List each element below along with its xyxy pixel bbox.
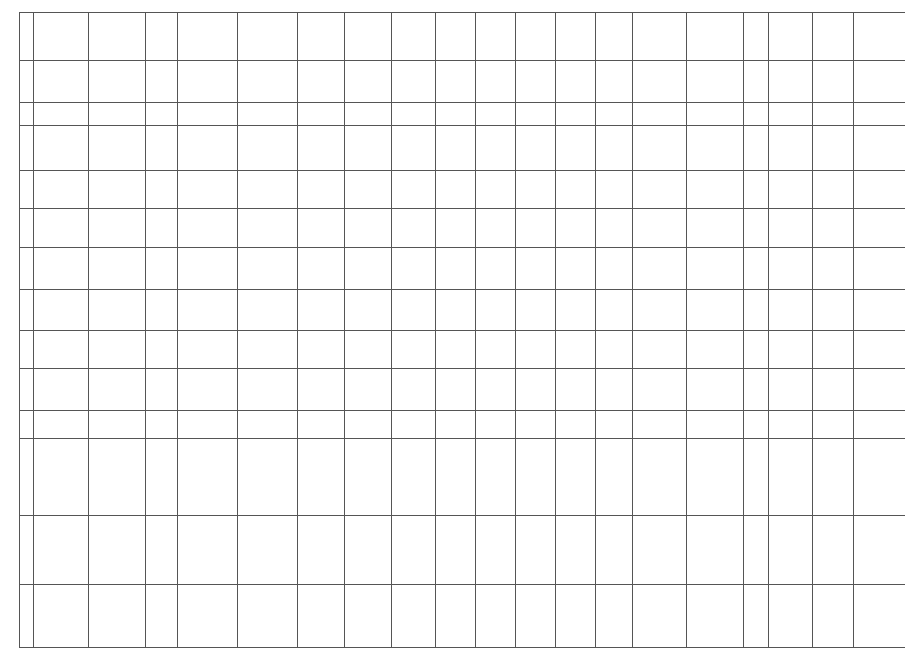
table-cell [298, 411, 345, 439]
table-cell [516, 209, 556, 248]
table-cell [633, 331, 687, 369]
table-cell [744, 103, 769, 126]
table-cell [813, 209, 854, 248]
table-row [20, 516, 905, 585]
table-cell [687, 13, 744, 61]
table-cell [813, 369, 854, 411]
data-table [19, 12, 905, 648]
table-cell [146, 13, 178, 61]
table-cell [238, 331, 298, 369]
table-row [20, 439, 905, 516]
table-cell [516, 290, 556, 331]
table-cell [516, 61, 556, 103]
table-cell [392, 411, 436, 439]
table-cell [178, 290, 238, 331]
table-cell [769, 331, 813, 369]
table-cell [516, 331, 556, 369]
table-cell [298, 331, 345, 369]
table-cell [298, 209, 345, 248]
table-cell [20, 331, 34, 369]
table-cell [687, 61, 744, 103]
table-cell [20, 516, 34, 585]
table-cell [854, 439, 905, 516]
table-cell [238, 126, 298, 171]
table-cell [633, 13, 687, 61]
table-cell [20, 411, 34, 439]
table-cell [146, 369, 178, 411]
table-cell [89, 209, 146, 248]
table-cell [516, 126, 556, 171]
table-cell [744, 171, 769, 209]
table-cell [516, 248, 556, 290]
table-cell [20, 209, 34, 248]
table-cell [854, 171, 905, 209]
table-cell [178, 585, 238, 648]
table-cell [769, 171, 813, 209]
table-row [20, 290, 905, 331]
table-cell [238, 369, 298, 411]
table-cell [813, 13, 854, 61]
table-cell [146, 331, 178, 369]
table-cell [392, 585, 436, 648]
table-cell [298, 61, 345, 103]
table-cell [813, 585, 854, 648]
table-cell [687, 585, 744, 648]
table-cell [813, 331, 854, 369]
table-cell [744, 126, 769, 171]
table-cell [238, 439, 298, 516]
table-cell [687, 369, 744, 411]
table-cell [769, 516, 813, 585]
table-cell [687, 411, 744, 439]
table-row [20, 13, 905, 61]
table-cell [633, 369, 687, 411]
table-cell [476, 248, 516, 290]
table-cell [516, 585, 556, 648]
table-cell [556, 516, 596, 585]
table-cell [769, 126, 813, 171]
table-row [20, 126, 905, 171]
table-cell [556, 290, 596, 331]
table-cell [436, 439, 476, 516]
table-cell [178, 411, 238, 439]
table-cell [20, 290, 34, 331]
table-cell [178, 516, 238, 585]
table-cell [476, 411, 516, 439]
table-cell [813, 516, 854, 585]
table-cell [345, 209, 392, 248]
table-cell [633, 103, 687, 126]
table-cell [633, 516, 687, 585]
table-cell [556, 585, 596, 648]
table-cell [345, 290, 392, 331]
table-cell [345, 171, 392, 209]
table-cell [89, 103, 146, 126]
table-cell [633, 585, 687, 648]
table-cell [476, 331, 516, 369]
table-cell [89, 411, 146, 439]
table-cell [34, 103, 89, 126]
table-cell [813, 439, 854, 516]
table-cell [436, 516, 476, 585]
table-cell [687, 171, 744, 209]
table-cell [633, 248, 687, 290]
table-cell [34, 585, 89, 648]
table-cell [345, 585, 392, 648]
table-cell [744, 13, 769, 61]
table-row [20, 411, 905, 439]
table-cell [854, 103, 905, 126]
table-cell [744, 516, 769, 585]
table-cell [854, 61, 905, 103]
table-cell [744, 411, 769, 439]
table-cell [238, 61, 298, 103]
table-cell [813, 126, 854, 171]
table-cell [392, 248, 436, 290]
table-cell [89, 171, 146, 209]
table-row [20, 61, 905, 103]
table-cell [687, 103, 744, 126]
table-cell [769, 13, 813, 61]
table-cell [146, 171, 178, 209]
table-cell [178, 248, 238, 290]
table-cell [687, 290, 744, 331]
table-cell [769, 103, 813, 126]
table-cell [34, 290, 89, 331]
table-cell [516, 13, 556, 61]
table-cell [854, 209, 905, 248]
table-cell [89, 290, 146, 331]
table-cell [392, 439, 436, 516]
table-cell [596, 171, 633, 209]
table-row [20, 331, 905, 369]
table-cell [813, 290, 854, 331]
table-cell [345, 411, 392, 439]
table-cell [854, 290, 905, 331]
table-cell [20, 126, 34, 171]
table-cell [769, 61, 813, 103]
table-cell [298, 516, 345, 585]
table-cell [146, 585, 178, 648]
table-row [20, 171, 905, 209]
table-cell [89, 516, 146, 585]
table-cell [769, 248, 813, 290]
table-cell [392, 13, 436, 61]
table-cell [476, 439, 516, 516]
table-cell [392, 209, 436, 248]
table-cell [436, 411, 476, 439]
table-cell [556, 411, 596, 439]
table-cell [34, 126, 89, 171]
table-cell [596, 61, 633, 103]
table-cell [392, 171, 436, 209]
table-cell [854, 248, 905, 290]
table-cell [146, 126, 178, 171]
table-cell [769, 290, 813, 331]
table-cell [392, 103, 436, 126]
table-cell [633, 439, 687, 516]
table-cell [392, 331, 436, 369]
table-cell [345, 369, 392, 411]
table-cell [345, 103, 392, 126]
table-cell [556, 369, 596, 411]
table-cell [298, 171, 345, 209]
table-cell [813, 248, 854, 290]
table-cell [89, 13, 146, 61]
table-cell [633, 411, 687, 439]
table-row [20, 103, 905, 126]
table-cell [744, 209, 769, 248]
table-cell [178, 369, 238, 411]
table-cell [345, 248, 392, 290]
table-cell [298, 126, 345, 171]
table-cell [596, 13, 633, 61]
table-cell [769, 209, 813, 248]
table-cell [89, 248, 146, 290]
table-cell [146, 209, 178, 248]
table-cell [476, 126, 516, 171]
table-cell [596, 209, 633, 248]
table-cell [813, 103, 854, 126]
table-cell [436, 331, 476, 369]
table-cell [34, 209, 89, 248]
table-cell [392, 369, 436, 411]
table-cell [854, 126, 905, 171]
table-cell [854, 331, 905, 369]
table-cell [476, 585, 516, 648]
table-cell [238, 13, 298, 61]
table-cell [298, 13, 345, 61]
table-row [20, 369, 905, 411]
table-cell [476, 171, 516, 209]
table-cell [854, 516, 905, 585]
table-cell [34, 61, 89, 103]
table-cell [687, 248, 744, 290]
table-cell [34, 13, 89, 61]
table-cell [516, 171, 556, 209]
spreadsheet-page [19, 12, 885, 626]
table-cell [20, 61, 34, 103]
table-cell [392, 290, 436, 331]
table-cell [238, 290, 298, 331]
table-cell [556, 171, 596, 209]
table-cell [238, 411, 298, 439]
table-cell [89, 126, 146, 171]
table-cell [476, 369, 516, 411]
table-cell [436, 248, 476, 290]
table-cell [345, 516, 392, 585]
table-cell [238, 209, 298, 248]
table-cell [769, 439, 813, 516]
table-cell [633, 171, 687, 209]
table-cell [20, 103, 34, 126]
table-cell [633, 126, 687, 171]
table-cell [345, 61, 392, 103]
table-cell [20, 585, 34, 648]
table-cell [238, 516, 298, 585]
table-cell [178, 126, 238, 171]
table-cell [556, 61, 596, 103]
table-cell [687, 126, 744, 171]
table-cell [744, 369, 769, 411]
table-cell [744, 290, 769, 331]
table-cell [687, 516, 744, 585]
table-cell [20, 369, 34, 411]
table-cell [516, 439, 556, 516]
table-cell [813, 171, 854, 209]
table-cell [854, 411, 905, 439]
table-cell [89, 585, 146, 648]
table-cell [476, 103, 516, 126]
table-cell [146, 103, 178, 126]
table-cell [34, 171, 89, 209]
table-cell [89, 61, 146, 103]
table-cell [633, 290, 687, 331]
table-cell [633, 209, 687, 248]
table-cell [436, 13, 476, 61]
table-cell [238, 171, 298, 209]
table-cell [238, 585, 298, 648]
table-cell [238, 103, 298, 126]
table-cell [178, 103, 238, 126]
table-cell [298, 585, 345, 648]
table-cell [392, 516, 436, 585]
table-cell [392, 61, 436, 103]
table-cell [20, 439, 34, 516]
table-row [20, 209, 905, 248]
table-cell [34, 331, 89, 369]
table-cell [556, 439, 596, 516]
table-cell [345, 439, 392, 516]
table-cell [769, 411, 813, 439]
table-cell [146, 248, 178, 290]
table-cell [596, 103, 633, 126]
table-cell [436, 171, 476, 209]
table-cell [34, 369, 89, 411]
table-cell [146, 411, 178, 439]
table-cell [476, 516, 516, 585]
table-cell [146, 439, 178, 516]
table-cell [345, 331, 392, 369]
table-cell [596, 126, 633, 171]
table-cell [178, 331, 238, 369]
table-cell [687, 439, 744, 516]
table-cell [178, 171, 238, 209]
table-cell [436, 61, 476, 103]
table-cell [516, 411, 556, 439]
table-cell [556, 103, 596, 126]
table-cell [596, 585, 633, 648]
table-cell [34, 516, 89, 585]
table-cell [178, 13, 238, 61]
table-cell [596, 411, 633, 439]
table-cell [436, 369, 476, 411]
table-cell [298, 103, 345, 126]
table-cell [744, 331, 769, 369]
table-cell [34, 439, 89, 516]
table-cell [146, 290, 178, 331]
table-cell [516, 369, 556, 411]
table-cell [345, 126, 392, 171]
table-cell [596, 290, 633, 331]
table-cell [298, 290, 345, 331]
table-cell [436, 209, 476, 248]
table-cell [345, 13, 392, 61]
table-cell [556, 13, 596, 61]
table-cell [769, 369, 813, 411]
table-cell [596, 516, 633, 585]
table-cell [516, 516, 556, 585]
table-cell [476, 290, 516, 331]
table-cell [744, 61, 769, 103]
table-row [20, 585, 905, 648]
table-cell [178, 61, 238, 103]
table-cell [436, 103, 476, 126]
table-cell [34, 411, 89, 439]
table-cell [596, 331, 633, 369]
table-cell [813, 61, 854, 103]
table-cell [854, 13, 905, 61]
table-cell [89, 331, 146, 369]
table-cell [476, 13, 516, 61]
table-cell [436, 290, 476, 331]
table-cell [556, 331, 596, 369]
table-cell [20, 13, 34, 61]
table-cell [89, 439, 146, 516]
table-cell [744, 439, 769, 516]
table-cell [476, 61, 516, 103]
table-cell [687, 331, 744, 369]
table-cell [687, 209, 744, 248]
table-cell [596, 248, 633, 290]
table-cell [392, 126, 436, 171]
table-cell [854, 585, 905, 648]
table-cell [146, 516, 178, 585]
table-cell [20, 171, 34, 209]
table-row [20, 248, 905, 290]
table-cell [20, 248, 34, 290]
table-cell [769, 585, 813, 648]
table-cell [556, 209, 596, 248]
table-cell [298, 439, 345, 516]
table-cell [813, 411, 854, 439]
table-cell [596, 369, 633, 411]
table-cell [178, 209, 238, 248]
table-cell [596, 439, 633, 516]
table-cell [854, 369, 905, 411]
table-cell [178, 439, 238, 516]
table-cell [556, 126, 596, 171]
table-cell [34, 248, 89, 290]
table-cell [744, 248, 769, 290]
table-cell [298, 248, 345, 290]
table-cell [146, 61, 178, 103]
table-cell [476, 209, 516, 248]
table-cell [298, 369, 345, 411]
table-cell [436, 585, 476, 648]
table-cell [744, 585, 769, 648]
table-cell [436, 126, 476, 171]
table-cell [516, 103, 556, 126]
table-cell [633, 61, 687, 103]
table-cell [89, 369, 146, 411]
table-cell [556, 248, 596, 290]
table-cell [238, 248, 298, 290]
